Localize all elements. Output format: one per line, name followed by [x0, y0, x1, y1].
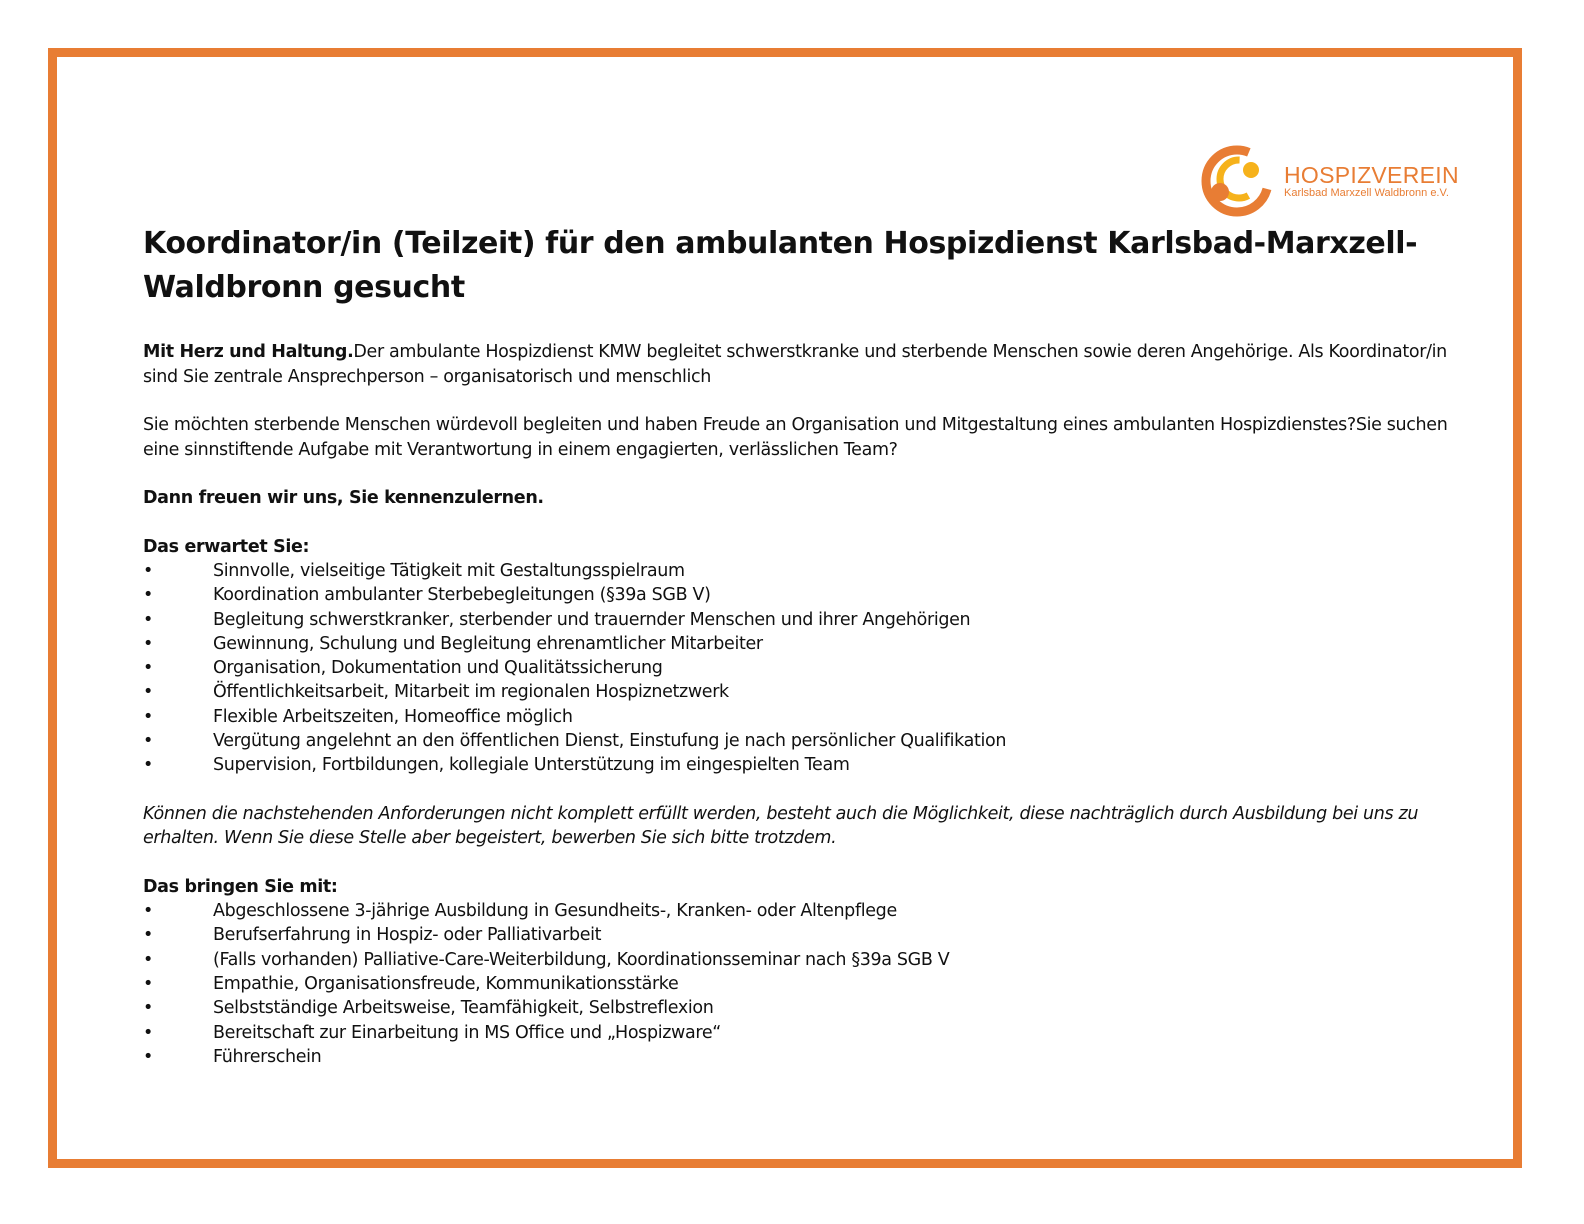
bullet: • [143, 974, 153, 995]
hospizverein-logo-icon [1200, 145, 1280, 219]
bullet: • [143, 585, 153, 606]
page-title: Koordinator/in (Teilzeit) für den ambulanten Hospizdienst Karlsbad-Marxzell-Waldbronn gesucht [143, 226, 1418, 305]
bullet: • [143, 1046, 153, 1067]
logo-subtitle: Karlsbad Marxzell Waldbronn e.V. [1284, 187, 1449, 199]
bullet: • [143, 1022, 153, 1043]
note-paragraph: Können die nachstehenden Anforderungen nicht komplett erfüllt werden, besteht auch die Möglichkeit, diese nachträglich durch Ausbildung bei uns zu erhalten. Wenn Sie diese Stelle aber begeistert, bewerben Sie sich bitte trotzdem. [143, 803, 1419, 849]
closing-line: Dann freuen wir uns, Sie kennenzulernen. [143, 488, 544, 508]
bullet: • [143, 755, 153, 776]
list-item: • Öffentlichkeitsarbeit, Mitarbeit im regionalen Hospiznetzwerk [143, 680, 1463, 704]
bullet: • [143, 633, 153, 654]
job-posting [143, 222, 1463, 1093]
bullet: • [143, 561, 153, 581]
list-item: • Empathie, Organisationsfreude, Kommunikationsstärke [143, 972, 1463, 996]
list-item: • Gewinnung, Schulung und Begleitung ehrenamtlicher Mitarbeiter [143, 632, 1463, 656]
bullet: • [143, 925, 153, 946]
bullet: • [143, 949, 153, 970]
requirements-list [143, 899, 1463, 1069]
intro-paragraph [143, 340, 1463, 389]
bullet: • [143, 731, 153, 752]
list-item: • Flexible Arbeitszeiten, Homeoffice möglich [143, 705, 1463, 729]
bullet: • [143, 706, 153, 727]
bullet: • [143, 682, 153, 703]
list-item: • Supervision, Fortbildungen, kollegiale Unterstützung im eingespielten Team [143, 753, 1463, 777]
list-item: • Sinnvolle, vielseitige Tätigkeit mit Gestaltungsspielraum [143, 559, 1463, 583]
bullet: • [143, 658, 153, 679]
list-item: • Berufserfahrung in Hospiz- oder Palliativarbeit [143, 923, 1463, 947]
offer-heading: Das erwartet Sie: [143, 536, 310, 557]
question-paragraph: Sie möchten sterbende Menschen würdevoll begleiten und haben Freude an Organisation und Mitgestaltung eines ambulanten Hospizdienstes?Sie suchen eine sinnstiftende Aufgabe mit Verantwortung in einem engagierten, verlässlichen Team? [143, 415, 1448, 460]
list-item: • (Falls vorhanden) Palliative-Care-Weiterbildung, Koordinationsseminar nach §39a SGB V [143, 948, 1463, 972]
list-item: • Koordination ambulanter Sterbebegleitungen (§39a SGB V) [143, 583, 1463, 607]
bullet: • [143, 609, 153, 630]
logo-name: HOSPIZVEREIN [1284, 162, 1459, 188]
intro-text: Der ambulante Hospizdienst KMW begleitet schwerstkranke und sterbende Menschen sowie deren Angehörige. Als Koordinator/in sind Sie zentrale Ansprechperson – organisatorisch und menschlich [143, 342, 1447, 387]
offer-list [143, 559, 1463, 778]
hospizverein-logo [1200, 145, 1470, 219]
list-item: • Organisation, Dokumentation und Qualitätssicherung [143, 656, 1463, 680]
list-item: • Bereitschaft zur Einarbeitung in MS Office und „Hospizware“ [143, 1021, 1463, 1045]
bullet: • [143, 901, 153, 922]
list-item: • Begleitung schwerstkranker, sterbender und trauernder Menschen und ihrer Angehörigen [143, 608, 1463, 632]
bullet: • [143, 998, 153, 1019]
list-item: • Vergütung angelehnt an den öffentlichen Dienst, Einstufung je nach persönlicher Qualifikation [143, 729, 1463, 753]
intro-lead: Mit Herz und Haltung. [143, 342, 354, 362]
list-item: • Führerschein [143, 1045, 1463, 1069]
requirements-heading: Das bringen Sie mit: [143, 876, 338, 897]
list-item: • Selbstständige Arbeitsweise, Teamfähigkeit, Selbstreflexion [143, 996, 1463, 1020]
list-item: • Abgeschlossene 3-jährige Ausbildung in Gesundheits-, Kranken- oder Altenpflege [143, 899, 1463, 923]
